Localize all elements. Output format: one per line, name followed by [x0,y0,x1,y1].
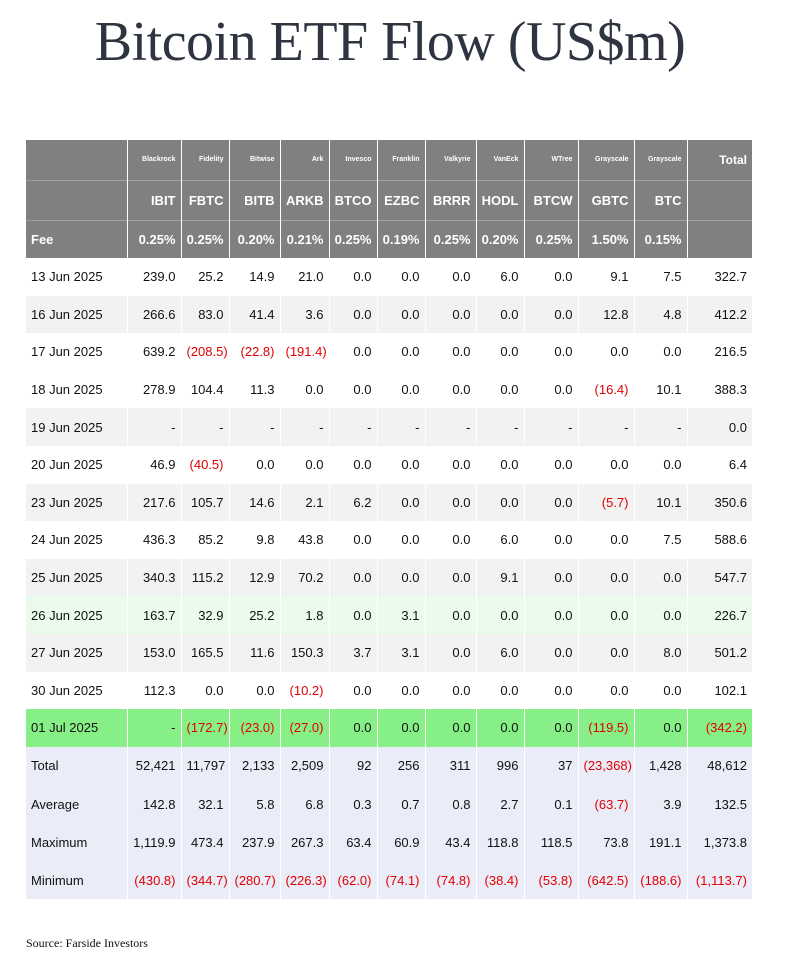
fee-value: 0.19% [377,220,425,258]
flow-cell: (10.2) [280,672,329,710]
ticker-label: BTC [634,180,687,220]
flow-cell: 0.0 [377,559,425,597]
flow-cell: 237.9 [229,823,280,861]
flow-cell: 0.0 [476,709,524,747]
flow-cell: 0.0 [425,596,476,634]
fee-value: 0.25% [127,220,181,258]
date-cell: 26 Jun 2025 [26,596,127,634]
flow-cell: 0.0 [229,672,280,710]
flow-cell: 92 [329,747,377,785]
flow-cell: (119.5) [578,709,634,747]
flow-cell: (5.7) [578,484,634,522]
flow-cell: 0.0 [524,446,578,484]
flow-cell: 165.5 [181,634,229,672]
flow-cell: 6.0 [476,521,524,559]
ticker-label: IBIT [127,180,181,220]
issuer-name: Bitwise [229,140,280,180]
flow-cell: 0.0 [524,709,578,747]
date-cell: 20 Jun 2025 [26,446,127,484]
table-row [26,333,752,371]
row-total-cell: 322.7 [687,258,752,296]
header-blank-cell [687,220,752,258]
flow-cell: 0.0 [578,333,634,371]
flow-cell: 37 [524,747,578,785]
flow-cell: (23.0) [229,709,280,747]
date-cell: 18 Jun 2025 [26,371,127,409]
flow-cell: 142.8 [127,785,181,823]
table-row [26,258,752,296]
flow-cell: - [578,408,634,446]
flow-cell: 0.0 [329,521,377,559]
ticker-label: FBTC [181,180,229,220]
flow-cell: 473.4 [181,823,229,861]
ticker-label: BTCO [329,180,377,220]
flow-cell: (191.4) [280,333,329,371]
flow-cell: 83.0 [181,296,229,334]
flow-cell: 6.8 [280,785,329,823]
total-column-header: Total [687,140,752,180]
flow-cell: (62.0) [329,861,377,899]
flow-cell: 0.0 [578,446,634,484]
flow-cell: 6.2 [329,484,377,522]
flow-cell: 8.0 [634,634,687,672]
ticker-label: HODL [476,180,524,220]
issuer-name: Grayscale [578,140,634,180]
flow-cell: 10.1 [634,371,687,409]
flow-cell: 0.0 [229,446,280,484]
summary-row [26,861,752,899]
flow-cell: 0.0 [476,333,524,371]
flow-cell: 239.0 [127,258,181,296]
summary-row [26,747,752,785]
flow-cell: 0.3 [329,785,377,823]
flow-cell: 1.8 [280,596,329,634]
row-total-cell: 588.6 [687,521,752,559]
flow-cell: 6.0 [476,634,524,672]
flow-cell: 436.3 [127,521,181,559]
flow-cell: 639.2 [127,333,181,371]
flow-cell: - [127,709,181,747]
flow-cell: 0.0 [329,709,377,747]
flow-cell: 0.0 [425,559,476,597]
flow-cell: 266.6 [127,296,181,334]
date-cell: 13 Jun 2025 [26,258,127,296]
flow-cell: 150.3 [280,634,329,672]
date-cell: 23 Jun 2025 [26,484,127,522]
flow-cell: 4.8 [634,296,687,334]
table-row [26,296,752,334]
flow-cell: 2,133 [229,747,280,785]
flow-cell: 3.6 [280,296,329,334]
flow-cell: 104.4 [181,371,229,409]
flow-cell: 0.0 [425,709,476,747]
flow-cell: 6.0 [476,258,524,296]
date-cell: 25 Jun 2025 [26,559,127,597]
table-row [26,408,752,446]
flow-cell: - [634,408,687,446]
flow-cell: (16.4) [578,371,634,409]
flow-cell: (74.1) [377,861,425,899]
flow-cell: 996 [476,747,524,785]
flow-cell: 0.8 [425,785,476,823]
header-blank-cell [26,180,127,220]
flow-cell: 0.0 [476,446,524,484]
issuer-name: Blackrock [127,140,181,180]
flow-cell: 0.0 [329,672,377,710]
table-row [26,371,752,409]
flow-cell: 0.0 [524,559,578,597]
flow-cell: 0.0 [425,521,476,559]
flow-cell: (27.0) [280,709,329,747]
flow-cell: 73.8 [578,823,634,861]
flow-cell: 7.5 [634,521,687,559]
fee-value: 1.50% [578,220,634,258]
row-total-cell: 132.5 [687,785,752,823]
flow-cell: (188.6) [634,861,687,899]
row-total-cell: 216.5 [687,333,752,371]
flow-cell: 0.0 [377,484,425,522]
row-total-cell: 102.1 [687,672,752,710]
table-row [26,634,752,672]
flow-cell: 153.0 [127,634,181,672]
flow-cell: (23,368) [578,747,634,785]
ticker-label: BTCW [524,180,578,220]
flow-cell: (38.4) [476,861,524,899]
table-row [26,521,752,559]
flow-cell: 112.3 [127,672,181,710]
flow-cell: 46.9 [127,446,181,484]
row-total-cell: 388.3 [687,371,752,409]
flow-cell: 10.1 [634,484,687,522]
flow-cell: 0.0 [329,371,377,409]
table-row [26,672,752,710]
flow-cell: (22.8) [229,333,280,371]
flow-cell: 0.0 [181,672,229,710]
date-cell: 24 Jun 2025 [26,521,127,559]
fee-value: 0.25% [524,220,578,258]
ticker-label: ARKB [280,180,329,220]
summary-label: Total [26,747,127,785]
issuer-name: WTree [524,140,578,180]
flow-cell: 0.7 [377,785,425,823]
flow-cell: 7.5 [634,258,687,296]
flow-cell: 43.4 [425,823,476,861]
table-row [26,446,752,484]
flow-cell: 0.0 [524,521,578,559]
fee-value: 0.20% [229,220,280,258]
date-cell: 30 Jun 2025 [26,672,127,710]
flow-cell: 3.1 [377,596,425,634]
flow-cell: 115.2 [181,559,229,597]
flow-cell: 105.7 [181,484,229,522]
flow-cell: 0.0 [377,446,425,484]
issuer-name: Invesco [329,140,377,180]
flow-cell: 25.2 [181,258,229,296]
flow-cell: - [329,408,377,446]
issuer-name: Valkyrie [425,140,476,180]
flow-cell: 0.0 [377,258,425,296]
flow-cell: 0.0 [425,371,476,409]
date-cell: 19 Jun 2025 [26,408,127,446]
flow-cell: 0.0 [634,559,687,597]
flow-cell: 0.0 [377,672,425,710]
row-total-cell: 226.7 [687,596,752,634]
flow-cell: - [127,408,181,446]
date-cell: 17 Jun 2025 [26,333,127,371]
flow-cell: 25.2 [229,596,280,634]
flow-cell: 21.0 [280,258,329,296]
flow-cell: 0.0 [280,446,329,484]
flow-cell: 14.6 [229,484,280,522]
flow-cell: - [377,408,425,446]
flow-cell: (40.5) [181,446,229,484]
flow-cell: 0.0 [377,371,425,409]
flow-cell: 0.0 [524,484,578,522]
flow-cell: 0.0 [524,371,578,409]
flow-cell: 3.1 [377,634,425,672]
flow-cell: - [181,408,229,446]
flow-cell: 311 [425,747,476,785]
flow-cell: 0.0 [634,709,687,747]
flow-cell: 0.0 [329,596,377,634]
flow-cell: 1,428 [634,747,687,785]
ticker-label: GBTC [578,180,634,220]
issuer-name: Franklin [377,140,425,180]
flow-cell: 14.9 [229,258,280,296]
summary-row [26,823,752,861]
flow-cell: - [476,408,524,446]
table-row [26,559,752,597]
flow-cell: 0.0 [578,596,634,634]
fee-value: 0.25% [329,220,377,258]
summary-label: Average [26,785,127,823]
fee-value: 0.25% [425,220,476,258]
flow-cell: 0.0 [377,296,425,334]
flow-cell: (208.5) [181,333,229,371]
flow-cell: 0.0 [425,258,476,296]
flow-cell: 60.9 [377,823,425,861]
flow-cell: 41.4 [229,296,280,334]
row-total-cell: 6.4 [687,446,752,484]
flow-cell: 118.8 [476,823,524,861]
flow-cell: 5.8 [229,785,280,823]
flow-cell: 0.0 [578,634,634,672]
flow-cell: 0.0 [425,333,476,371]
flow-cell: (172.7) [181,709,229,747]
flow-cell: 9.1 [476,559,524,597]
flow-cell: 32.9 [181,596,229,634]
issuer-name: VanEck [476,140,524,180]
flow-cell: - [229,408,280,446]
flow-cell: 0.0 [578,672,634,710]
flow-cell: 0.0 [476,296,524,334]
row-total-cell: 1,373.8 [687,823,752,861]
flow-cell: 11.3 [229,371,280,409]
flow-cell: 0.0 [280,371,329,409]
flow-cell: 0.0 [524,258,578,296]
summary-label: Minimum [26,861,127,899]
flow-cell: 3.7 [329,634,377,672]
flow-cell: 0.0 [425,446,476,484]
flow-cell: 267.3 [280,823,329,861]
date-cell: 16 Jun 2025 [26,296,127,334]
flow-cell: 0.0 [425,672,476,710]
flow-cell: 217.6 [127,484,181,522]
row-total-cell: (342.2) [687,709,752,747]
flow-cell: 0.0 [425,484,476,522]
etf-flow-table [26,140,752,899]
flow-cell: 2.7 [476,785,524,823]
flow-cell: 0.0 [524,672,578,710]
row-total-cell: 501.2 [687,634,752,672]
source-note: Source: Farside Investors [26,936,148,950]
ticker-header-row [26,180,752,220]
flow-cell: 12.9 [229,559,280,597]
flow-cell: 0.0 [329,296,377,334]
flow-cell: 0.0 [578,521,634,559]
flow-cell: 0.1 [524,785,578,823]
header-blank-cell [26,140,127,180]
flow-cell: - [524,408,578,446]
flow-cell: 32.1 [181,785,229,823]
fee-value: 0.21% [280,220,329,258]
flow-cell: 118.5 [524,823,578,861]
flow-cell: (53.8) [524,861,578,899]
flow-cell: 2.1 [280,484,329,522]
flow-cell: (63.7) [578,785,634,823]
flow-cell: 278.9 [127,371,181,409]
page-title: Bitcoin ETF Flow (US$m) [94,11,686,73]
flow-cell: 0.0 [425,634,476,672]
ticker-label: EZBC [377,180,425,220]
flow-cell: 0.0 [634,672,687,710]
header-blank-cell [687,180,752,220]
flow-cell: 11.6 [229,634,280,672]
table-row [26,484,752,522]
flow-cell: 0.0 [578,559,634,597]
flow-cell: 0.0 [476,596,524,634]
flow-cell: 43.8 [280,521,329,559]
date-cell: 27 Jun 2025 [26,634,127,672]
issuer-header-row [26,140,752,180]
flow-cell: 52,421 [127,747,181,785]
flow-cell: 0.0 [634,333,687,371]
flow-cell: (74.8) [425,861,476,899]
flow-cell: 0.0 [634,596,687,634]
flow-cell: (642.5) [578,861,634,899]
flow-cell: - [425,408,476,446]
flow-cell: 0.0 [329,559,377,597]
flow-cell: 0.0 [476,484,524,522]
flow-cell: 9.8 [229,521,280,559]
flow-cell: 0.0 [524,296,578,334]
row-total-cell: 412.2 [687,296,752,334]
flow-cell: 0.0 [524,634,578,672]
row-total-cell: 547.7 [687,559,752,597]
table-row [26,709,752,747]
flow-cell: 340.3 [127,559,181,597]
flow-cell: 0.0 [524,596,578,634]
flow-cell: 85.2 [181,521,229,559]
row-total-cell: 350.6 [687,484,752,522]
flow-rows [26,258,752,899]
flow-cell: 163.7 [127,596,181,634]
fee-label: Fee [26,220,127,258]
issuer-name: Ark [280,140,329,180]
flow-cell: - [280,408,329,446]
flow-cell: 11,797 [181,747,229,785]
flow-cell: 0.0 [329,333,377,371]
flow-cell: 1,119.9 [127,823,181,861]
flow-cell: 0.0 [476,371,524,409]
flow-cell: 0.0 [634,446,687,484]
table-row [26,596,752,634]
row-total-cell: 48,612 [687,747,752,785]
flow-cell: 0.0 [377,521,425,559]
flow-cell: 3.9 [634,785,687,823]
flow-cell: 2,509 [280,747,329,785]
summary-row [26,785,752,823]
flow-cell: (280.7) [229,861,280,899]
ticker-label: BITB [229,180,280,220]
flow-cell: 0.0 [425,296,476,334]
flow-cell: (344.7) [181,861,229,899]
fee-value: 0.20% [476,220,524,258]
flow-cell: (226.3) [280,861,329,899]
summary-label: Maximum [26,823,127,861]
flow-cell: 12.8 [578,296,634,334]
flow-cell: 0.0 [329,446,377,484]
flow-cell: 0.0 [329,258,377,296]
issuer-name: Fidelity [181,140,229,180]
fee-value: 0.25% [181,220,229,258]
row-total-cell: 0.0 [687,408,752,446]
flow-cell: 0.0 [377,333,425,371]
flow-cell: (430.8) [127,861,181,899]
issuer-name: Grayscale [634,140,687,180]
flow-cell: 191.1 [634,823,687,861]
flow-cell: 70.2 [280,559,329,597]
flow-cell: 0.0 [377,709,425,747]
flow-cell: 63.4 [329,823,377,861]
row-total-cell: (1,113.7) [687,861,752,899]
flow-cell: 256 [377,747,425,785]
flow-cell: 9.1 [578,258,634,296]
fee-header-row [26,220,752,258]
flow-cell: 0.0 [524,333,578,371]
flow-cell: 0.0 [476,672,524,710]
ticker-label: BRRR [425,180,476,220]
fee-value: 0.15% [634,220,687,258]
date-cell: 01 Jul 2025 [26,709,127,747]
